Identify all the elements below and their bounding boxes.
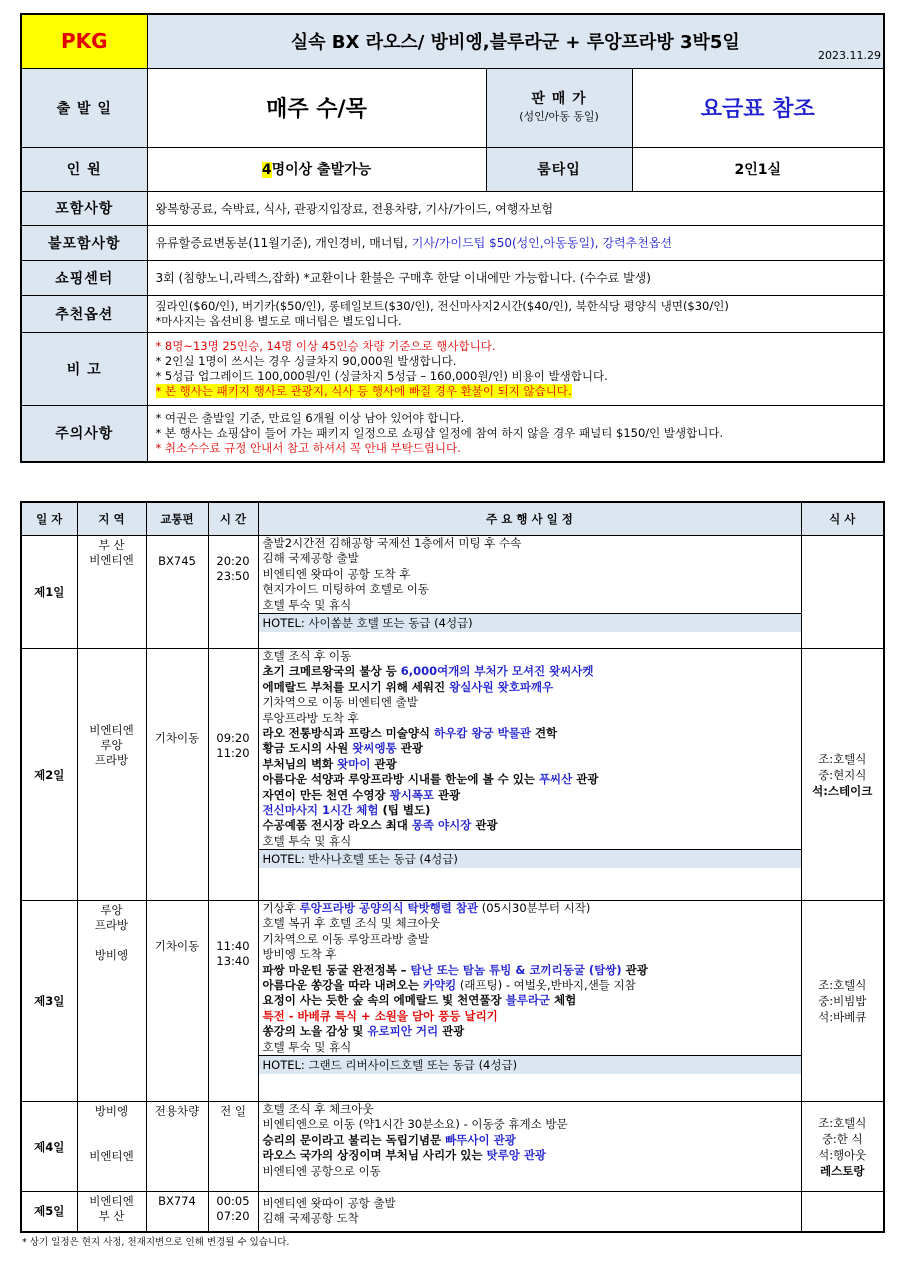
shopping-label: 쇼핑센터 [21, 260, 147, 295]
itinerary-line: 기차역으로 이동 루앙프라방 출발 [262, 931, 429, 946]
price-sub: (성인/아동 동일) [519, 109, 599, 123]
itinerary-line [259, 757, 801, 772]
itinerary-text: 아름다운 석양과 루앙프라방 시내를 한눈에 볼 수 있는 [262, 772, 539, 787]
region-cell [77, 1102, 146, 1192]
day-row [21, 901, 884, 1102]
exclude-value: 유류할증료변동분(11월기준), 개인경비, 매너팁, [155, 236, 412, 250]
header-region: 지 역 [77, 502, 146, 536]
itinerary-text: (팁 별도) [378, 803, 431, 818]
itinerary-line: 호텔 복귀 후 호텔 조식 및 체크아웃 [262, 916, 440, 931]
itinerary-line: 김해 국제공항 도착 [262, 1211, 359, 1226]
itinerary-line [259, 1133, 801, 1148]
time: 11:20 [216, 745, 250, 760]
remarks-cell [147, 332, 884, 405]
transport: BX745 [146, 536, 208, 649]
header-time: 시 간 [208, 502, 258, 536]
time-cell [208, 1192, 258, 1232]
day-label: 제3일 [21, 901, 77, 1102]
hotel-line: HOTEL: 반사나호텔 또는 동급 (4성급) [259, 849, 801, 868]
itinerary-text: 관광 [471, 818, 498, 833]
caution-line: * 여권은 출발일 기준, 만료일 6개월 이상 남아 있어야 합니다. [155, 410, 465, 425]
people-highlight: 4 [261, 162, 272, 178]
region: 루앙 [100, 903, 123, 917]
itinerary-line: 호텔 조식 후 체크아웃 [262, 1102, 374, 1116]
day-label: 제1일 [21, 536, 77, 649]
meal: 석:행아웃 [818, 1147, 867, 1162]
itinerary-line [259, 664, 801, 679]
time: 11:40 [216, 939, 250, 953]
options-cell [147, 295, 884, 332]
exclude-cell [147, 225, 884, 260]
sight-name: 6,000여개의 부처가 모셔진 왓씨사켓 [400, 664, 594, 679]
sight-name: 탓루앙 관광 [486, 1148, 547, 1163]
itinerary-cell [258, 1102, 801, 1192]
meal: 석:스테이크 [812, 783, 873, 798]
footer-note: * 상기 일정은 현지 사정, 천재지변으로 인해 변경될 수 있습니다. [22, 1237, 290, 1248]
itinerary-line: 현지가이드 미팅하여 호텔로 이동 [262, 582, 429, 597]
schedule-table [20, 501, 885, 1233]
region: 프라방 [94, 918, 129, 932]
price-label: 판 매 가 [531, 90, 587, 107]
meal: 중:한 식 [821, 1131, 863, 1146]
itinerary-text: 자연이 만든 천연 수영장 [262, 787, 390, 802]
region-cell [77, 1192, 146, 1232]
meal: 중:비빔밥 [818, 994, 867, 1008]
price-value: 요금표 참조 [632, 68, 884, 147]
people-label: 인 원 [21, 147, 147, 191]
remark-line-cell [156, 384, 884, 399]
itinerary-text: 파쌍 마운틴 동굴 완전정복 – [262, 962, 411, 977]
exclude-label: 불포함사항 [21, 225, 147, 260]
time: 13:40 [216, 954, 250, 968]
itinerary-text: 라오스 국가의 상징이며 부처님 사리가 있는 [262, 1148, 487, 1163]
time: 20:20 [216, 554, 250, 568]
header-transport: 교통편 [146, 502, 208, 536]
sight-name: 몽족 야시장 [411, 818, 472, 833]
time: 00:05 [216, 1194, 250, 1208]
people-cell [147, 147, 486, 191]
pkg-badge: PKG [21, 14, 147, 68]
remark-line: * 8명~13명 25인승, 14명 이상 45인승 차량 기준으로 행사합니다. [155, 338, 496, 353]
meal: 조:호텔식 [818, 978, 867, 992]
meal: 조:호텔식 [818, 1115, 867, 1130]
sight-name: 빠뚜사이 관광 [445, 1132, 516, 1147]
itinerary-line: 루앙프라방 도착 후 [262, 710, 359, 725]
itinerary-cell [258, 901, 801, 1102]
itinerary-text: 요정이 사는 듯한 숲 속의 에메랄드 빛 천연풀장 [262, 993, 506, 1008]
region: 방비엥 [94, 948, 129, 962]
time: 23:50 [216, 569, 250, 583]
region: 부 산 [98, 1209, 125, 1223]
region: 비엔티엔 [89, 1149, 134, 1163]
sight-name: 왓씨엥통 [352, 741, 397, 756]
itinerary-text: 수공예품 전시장 라오스 최대 [262, 818, 412, 833]
day-row [21, 649, 884, 901]
time: 09:20 [216, 730, 250, 745]
itinerary-line [259, 978, 801, 993]
sight-name: 전신마사지 1시간 체험 [262, 803, 379, 818]
people-value: 명이상 출발가능 [271, 162, 372, 178]
day-row [21, 1102, 884, 1192]
sight-name: 루앙프라방 공양의식 탁밧행렬 참관 [299, 901, 479, 915]
itinerary-line: 기차역으로 이동 비엔티엔 출발 [262, 695, 418, 710]
itinerary-text: 견학 [530, 726, 558, 741]
region: 루앙 [100, 738, 123, 752]
sight-name: 탐난 또는 탐놈 튜빙 & 코끼리동굴 (탐쌍) [410, 962, 622, 977]
remark-line: * 2인실 1명이 쓰시는 경우 싱글차지 90,000원 발생합니다. [155, 353, 457, 368]
header-day: 일 자 [21, 502, 77, 536]
caution-cell [147, 405, 884, 462]
itinerary-line: 출발2시간전 김해공항 국제선 1층에서 미팅 후 수속 [262, 536, 522, 550]
region: 방비엥 [94, 1104, 129, 1118]
itinerary-text: 기상후 [262, 901, 300, 915]
info-table [20, 13, 885, 463]
hotel-line: HOTEL: 사이쏨분 호텔 또는 동급 (4성급) [259, 613, 801, 632]
hotel-line: HOTEL: 그랜드 리버사이드호텔 또는 동급 (4성급) [259, 1055, 801, 1074]
itinerary-text: 관광 [621, 962, 648, 977]
itinerary-line: 특전 - 바베큐 특식 + 소원을 담아 풍등 날리기 [262, 1008, 498, 1023]
meal: 석:바베큐 [818, 1010, 867, 1024]
itinerary-line: 호텔 조식 후 이동 [262, 649, 352, 663]
sight-name: 푸씨산 [538, 772, 573, 787]
itinerary-line: 비엔티엔 왓따이 공항 도착 후 [262, 566, 411, 581]
region: 비엔티엔 [89, 723, 134, 737]
shopping-value: 3회 (침향노니,라텍스,잡화) *교환이나 환불은 구매후 한달 이내에만 가능합니다. (수수료 발생) [147, 260, 884, 295]
meal: 중:현지식 [818, 767, 867, 782]
sight-name: 블루라군 [505, 993, 551, 1008]
itinerary-line [259, 1024, 801, 1039]
document-date: 2023.11.29 [818, 48, 882, 62]
sight-name: 하우캄 왕궁 박물관 [434, 726, 531, 741]
meal-cell [801, 536, 884, 649]
itinerary-cell [258, 649, 801, 901]
meal-cell [801, 1192, 884, 1232]
itinerary-line: 비엔티엔 공항으로 이동 [262, 1163, 381, 1178]
itinerary-line [259, 788, 801, 803]
transport: 전용차량 [146, 1102, 208, 1192]
region-cell [77, 901, 146, 1102]
itinerary-line: 호텔 투숙 및 휴식 [262, 597, 352, 612]
transport: 기차이동 [146, 649, 208, 901]
itinerary-text: 관광 [438, 1024, 465, 1039]
remark-line: * 본 행사는 패키지 행사로 관광지, 식사 등 행사에 빠질 경우 환불이 되지 않습니다. [155, 383, 572, 398]
include-label: 포함사항 [21, 191, 147, 225]
day-row [21, 536, 884, 649]
day-label: 제2일 [21, 649, 77, 901]
itinerary-cell [258, 1192, 801, 1232]
room-value: 2인1실 [632, 147, 884, 191]
time-cell [208, 901, 258, 1102]
itinerary-text: 관광 [396, 741, 423, 756]
departure-value: 매주 수/목 [147, 68, 486, 147]
header-itinerary: 주 요 행 사 일 정 [258, 502, 801, 536]
sight-name: 카약킹 [422, 978, 457, 993]
itinerary-line [259, 803, 801, 818]
options-line: 짚라인($60/인), 버기카($50/인), 롱테일보트($30/인), 전신마사지2시간($40/인), 북한식당 평양식 냉면($30/인) [155, 298, 729, 313]
itinerary-line: 호텔 투숙 및 휴식 [262, 833, 352, 848]
itinerary-cell [258, 536, 801, 649]
departure-label: 출 발 일 [21, 68, 147, 147]
itinerary-text: (05시30분부터 시작) [478, 901, 591, 915]
itinerary-text: 관광 [434, 787, 461, 802]
itinerary-line: 방비엥 도착 후 [262, 947, 337, 962]
exclude-tip: 기사/가이드팁 $50(성인,아동동일), 강력추천옵션 [411, 236, 672, 250]
transport: 기차이동 [146, 901, 208, 1102]
region: 비엔티엔 [89, 553, 134, 567]
day-row [21, 1192, 884, 1232]
caution-line: * 본 행사는 쇼핑샵이 들어 가는 패키지 일정으로 쇼핑샵 일정에 참여 하지 않을 경우 패널티 $150/인 발생합니다. [155, 425, 724, 440]
region: 부 산 [98, 538, 125, 552]
options-line: *마사지는 옵션비용 별도로 매너팁은 별도입니다. [155, 313, 402, 328]
itinerary-line: 호텔 투숙 및 휴식 [262, 1039, 352, 1054]
itinerary-text: 라오 전통방식과 프랑스 미술양식 [262, 726, 435, 741]
include-value: 왕복항공료, 숙박료, 식사, 관광지입장료, 전용차량, 기사/가이드, 여행자보험 [147, 191, 884, 225]
day-label: 제5일 [21, 1192, 77, 1232]
itinerary-text: 에메랄드 부처를 모시기 위해 세워진 [262, 679, 450, 694]
region-cell [77, 649, 146, 901]
itinerary-line [259, 726, 801, 741]
sight-name: 왓마이 [337, 756, 371, 771]
room-label: 룸타입 [486, 147, 632, 191]
itinerary-text: 아름다운 쏭강을 따라 내려오는 [262, 978, 423, 993]
itinerary-text: 관광 [370, 756, 397, 771]
time: 전 일 [208, 1102, 258, 1192]
page-title [147, 14, 884, 68]
itinerary-line [259, 1148, 801, 1163]
itinerary-line [259, 772, 801, 787]
itinerary-line: 비엔티엔으로 이동 (약1시간 30분소요) - 이동중 휴게소 방문 [262, 1117, 568, 1132]
caution-line: * 취소수수료 규정 안내서 참고 하셔서 꼭 안내 부탁드립니다. [155, 440, 461, 455]
itinerary-text: 관광 [572, 772, 599, 787]
day-label: 제4일 [21, 1102, 77, 1192]
region: 프라방 [94, 753, 129, 767]
itinerary-line [259, 680, 801, 695]
sight-name: 유로피안 거리 [367, 1024, 439, 1039]
price-label-cell [486, 68, 632, 147]
time: 07:20 [216, 1209, 250, 1223]
itinerary-line [259, 963, 801, 978]
meal-cell [801, 901, 884, 1102]
itinerary-text: 쏭강의 노을 감상 및 [262, 1024, 368, 1039]
sight-name: 왕실사원 왓호파깨우 [449, 679, 554, 694]
region: 비엔티엔 [89, 1194, 134, 1208]
region-cell [77, 536, 146, 649]
options-label: 추천옵션 [21, 295, 147, 332]
meal: 레스토랑 [820, 1163, 865, 1178]
itinerary-text: 황금 도시의 사원 [262, 741, 353, 756]
caution-label: 주의사항 [21, 405, 147, 462]
itinerary-text: 부처님의 벽화 [262, 756, 338, 771]
itinerary-line [259, 818, 801, 833]
sight-name: 꽝시폭포 [389, 787, 435, 802]
time-cell [208, 536, 258, 649]
meal-cell [801, 649, 884, 901]
itinerary-text: 승리의 문이라고 불리는 독립기념문 [262, 1132, 446, 1147]
transport: BX774 [146, 1192, 208, 1232]
itinerary-line: 김해 국제공항 출발 [262, 551, 359, 566]
remarks-label: 비 고 [21, 332, 147, 405]
meal-cell [801, 1102, 884, 1192]
itinerary-text: (래프팅) - 여벌옷,반바지,샌들 지참 [456, 978, 636, 993]
itinerary-text: 체험 [550, 993, 577, 1008]
itinerary-line: 비엔티엔 왓따이 공항 출발 [262, 1195, 396, 1210]
itinerary-line [259, 993, 801, 1008]
title-text: 실속 BX 라오스/ 방비엥,블루라군 + 루앙프라방 3박5일 [290, 32, 740, 54]
meal: 조:호텔식 [818, 751, 867, 766]
itinerary-text: 초기 크메르왕국의 불상 등 [262, 664, 401, 679]
header-meal: 식 사 [801, 502, 884, 536]
time-cell [208, 649, 258, 901]
itinerary-line [259, 741, 801, 756]
itinerary-line [259, 901, 801, 916]
remark-line: * 5성급 업그레이드 100,000원/인 (싱글차지 5성급 – 160,000원/인) 비용이 발생합니다. [155, 368, 608, 383]
